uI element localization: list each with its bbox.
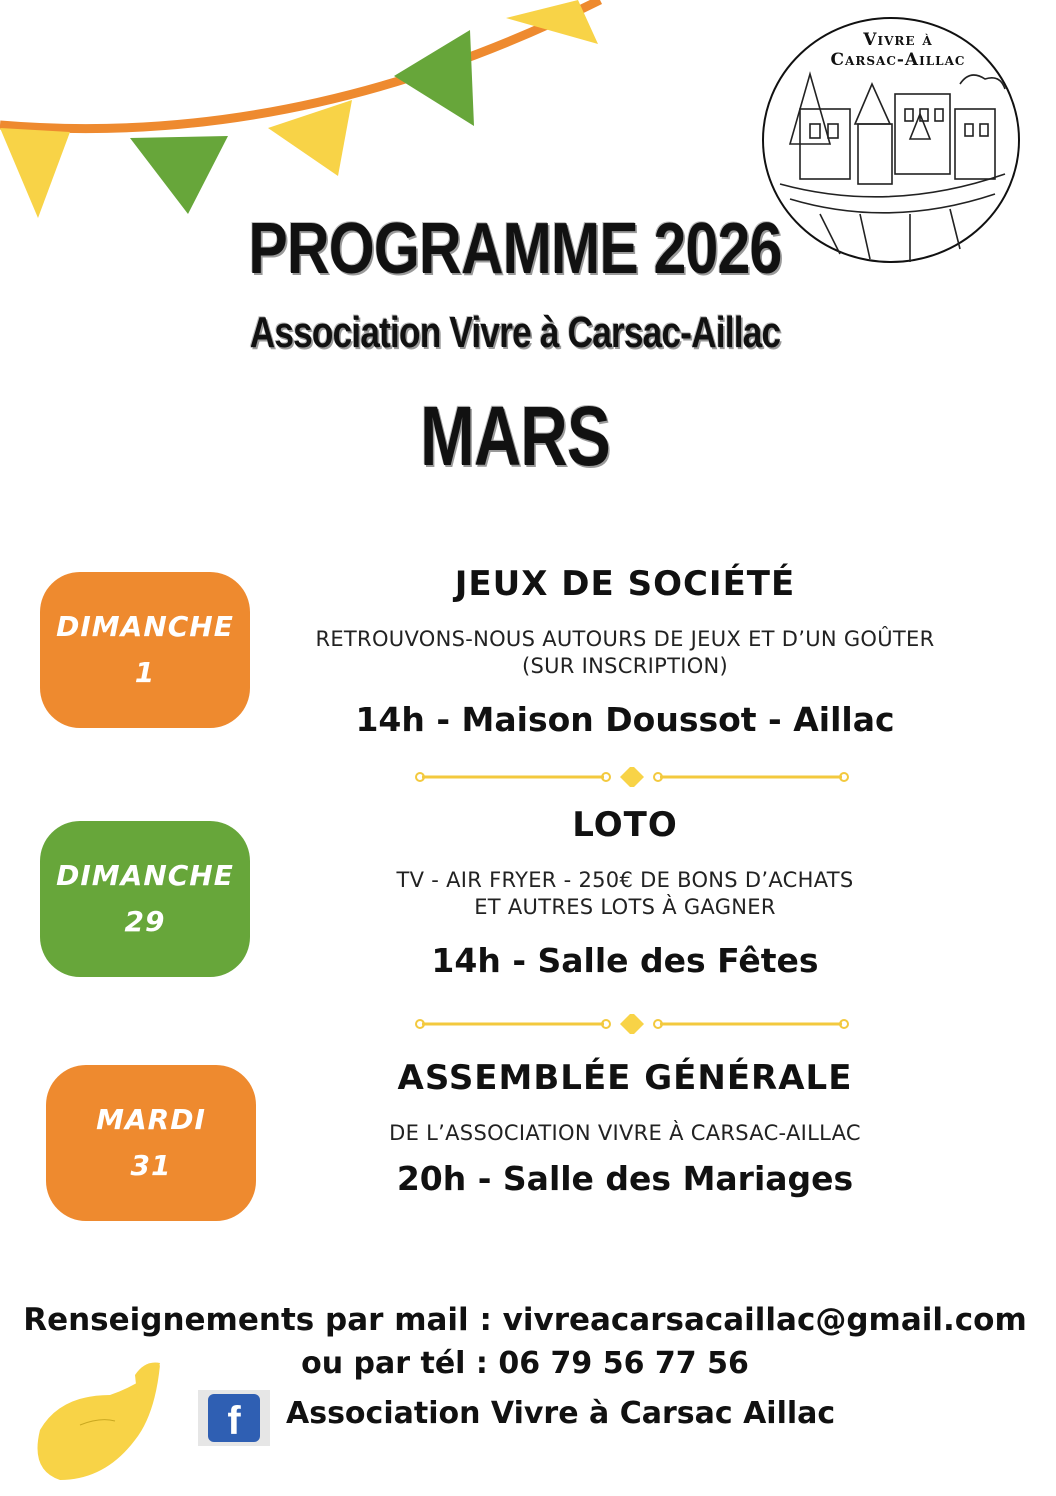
- date-badge: [46, 1065, 256, 1221]
- event-time-location: 14h - Salle des Fêtes: [431, 941, 819, 980]
- badge-day: DIMANCHE: [56, 610, 234, 643]
- event-description-line: ET AUTRES LOTS À GAGNER: [474, 895, 776, 919]
- month-title: MARS: [420, 389, 610, 483]
- badge-date: 31: [130, 1149, 172, 1182]
- event-title: LOTO: [572, 805, 678, 845]
- event-time-location: 20h - Salle des Mariages: [396, 1159, 854, 1198]
- svg-text:f: f: [227, 1399, 241, 1443]
- contact-phone-line: ou par tél : 06 79 56 77 56: [301, 1346, 749, 1381]
- event-description-line: TV - AIR FRYER - 250€ DE BONS D’ACHATS: [396, 868, 854, 892]
- divider: [412, 1014, 852, 1034]
- event-title: JEUX DE SOCIÉTÉ: [454, 564, 796, 604]
- event-description-line: (SUR INSCRIPTION): [521, 654, 729, 678]
- date-badge: [40, 821, 250, 977]
- date-badge: [40, 572, 250, 728]
- association-subtitle: Association Vivre à Carsac-Aillac: [249, 308, 781, 357]
- badge-date: 1: [134, 656, 156, 689]
- yellow-blob-decoration: [20, 1355, 170, 1485]
- event-description-line: DE L’ASSOCIATION VIVRE À CARSAC-AILLAC: [389, 1121, 861, 1145]
- badge-date: 29: [124, 905, 166, 938]
- event-3: [255, 1058, 995, 1198]
- facebook-page-name[interactable]: Association Vivre à Carsac Aillac: [286, 1396, 836, 1431]
- logo-line-1: Vivre à: [863, 30, 933, 50]
- facebook-icon[interactable]: [198, 1390, 270, 1446]
- event-time-location: 14h - Maison Doussot - Aillac: [355, 700, 895, 739]
- event-title: ASSEMBLÉE GÉNÉRALE: [397, 1058, 853, 1098]
- event-description-line: RETROUVONS-NOUS AUTOURS DE JEUX ET D’UN GOÛTER: [315, 627, 935, 651]
- contact-mail-line: Renseignements par mail : vivreacarsacaillac@gmail.com: [23, 1302, 1027, 1338]
- badge-day: DIMANCHE: [56, 859, 234, 892]
- bunting-decoration: [0, 0, 640, 240]
- badge-day: MARDI: [96, 1103, 206, 1136]
- event-1: [255, 564, 995, 739]
- event-2: [255, 805, 995, 980]
- logo-line-2: Carsac-Aillac: [830, 50, 966, 70]
- program-title: PROGRAMME 2026: [248, 209, 782, 289]
- divider: [412, 767, 852, 787]
